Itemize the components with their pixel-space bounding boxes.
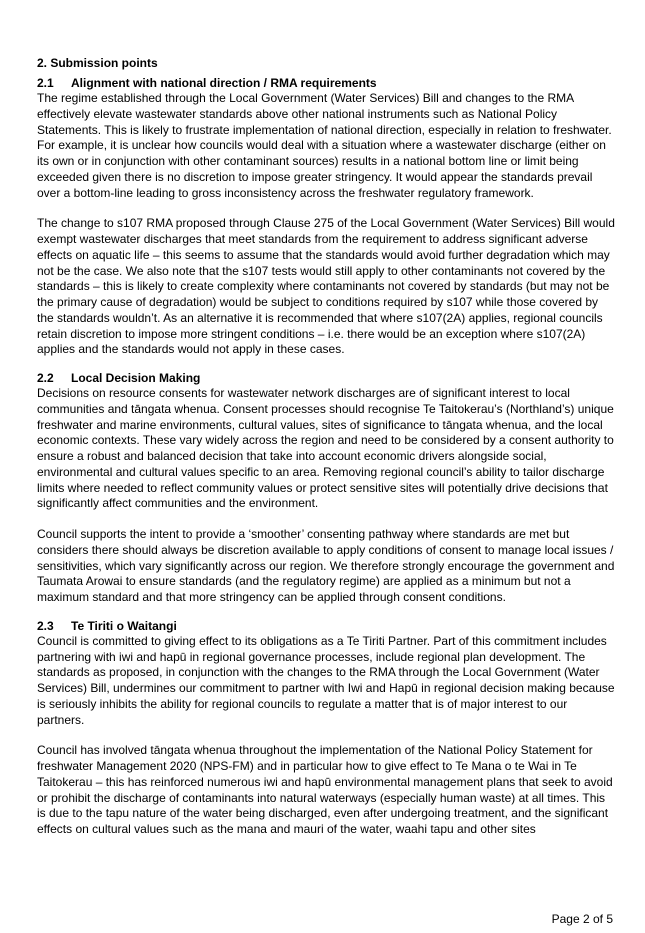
paragraph: The change to s107 RMA proposed through Clause 275 of the Local Government (Water Services) Bill would exempt wastewater discharges that meet standards from the requirement to address significant adverse effects on aquatic life – this seems to assume that the standards would avoid further degradation which may not be the case. We also note that the s107 tests would still apply to other contaminants not covered by the standards – this is likely to create complexity where contaminants not covered by standards (but may not be the primary cause of degradation) would be subject to conditions required by s107 while those covered by the standards wouldn’t. As an alternative it is recommended that where s107(2A) applies, regional councils retain discretion to impose more stringent conditions – i.e. there would be an exception where s107(2A) applies and the standards would not apply in these cases. xyxy=(37,216,615,357)
section-2-2 xyxy=(37,370,617,606)
paragraph: The regime established through the Local Government (Water Services) Bill and changes to the RMA effectively elevate wastewater standards above other national instruments such as National Policy Statements. This is likely to frustrate implementation of national direction, especially in relation to freshwater. For example, it is unclear how councils would deal with a situation where a wastewater discharge (either on its own or in conjunction with other contaminant sources) results in a national bottom line or limit being exceeded given there is no discretion to impose greater stringency. It would appear the standards prevail over a bottom-line leading to gross inconsistency across the freshwater regulatory framework. xyxy=(37,91,612,200)
section-number: 2.3 xyxy=(37,618,54,633)
section-title: Local Decision Making xyxy=(71,371,201,385)
paragraph: Council supports the intent to provide a ‘smoother’ consenting pathway where standards are met but considers there should always be discretion available to apply conditions of consent to manage local issues / sensitivities, which vary significantly across our region. We therefore strongly encourage the government and Taumata Arowai to ensure standards (and the regulatory regime) are applied as a minimum but not a maximum standard and that more stringency can be applied through consent conditions. xyxy=(37,527,615,604)
section-heading xyxy=(37,370,617,386)
document-heading: 2. Submission points xyxy=(37,56,158,70)
section-number: 2.2 xyxy=(37,371,54,385)
section-heading xyxy=(37,75,617,91)
section-number: 2.1 xyxy=(37,76,54,90)
section-2-1 xyxy=(37,75,617,358)
paragraph: Council has involved tāngata whenua throughout the implementation of the National Policy Statement for freshwater Management 2020 (NPS-FM) and in particular how to give effect to Te Mana o te Wai in Te Taitokerau – this has reinforced numerous iwi and hapū environmental management plans that seek to avoid or prohibit the discharge of contaminants into natural waterways (especially human waste) at all times. This is due to the tapu nature of the water being discharged, even after undergoing treatment, and the significant effects on cultural values such as the mana and mauri of the water, waahi tapu and other sites xyxy=(37,743,613,836)
paragraph: Decisions on resource consents for wastewater network discharges are of significant interest to local communities and tāngata whenua. Consent processes should recognise Te Taitokerau’s (Northland’s) unique freshwater and marine environments, cultural values, sites of significance to tāngata whenua, and the local economic contexts. These vary widely across the region and need to be considered by a consent authority to ensure a robust and balanced decision that take into account economic drivers alongside social, environmental and cultural values specific to an area. Removing regional council’s ability to tailor discharge limits where needed to reflect community values or protect sensitive sites will potentially drive decisions that significantly affect communities and the environment. xyxy=(37,386,614,511)
section-title: Te Tiriti o Waitangi xyxy=(71,618,177,633)
section-title: Alignment with national direction / RMA requirements xyxy=(71,76,377,90)
page-number: Page 2 of 5 xyxy=(551,912,613,926)
paragraph: Council is committed to giving effect to its obligations as a Te Tiriti Partner. Part of this commitment includes partnering with iwi and hapū in regional governance processes, include regional plan development. The standards as proposed, in conjunction with the changes to the RMA through the Local Government (Water Services) Bill, undermines our commitment to partner with Iwi and Hapū in regional decision making because is seriously inhibits the ability for regional councils to regulate a matter that is of major interest to our partners. xyxy=(37,633,615,727)
document-page xyxy=(37,55,617,838)
section-2-3 xyxy=(37,618,617,838)
section-heading xyxy=(37,618,617,634)
